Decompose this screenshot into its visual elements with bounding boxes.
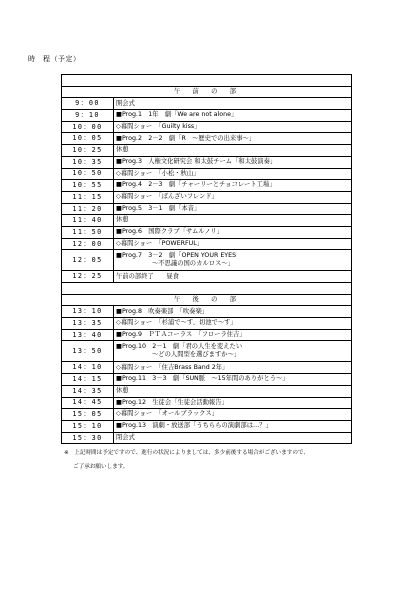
- program-cell: ■Prog.4 2－3 劇「チャーリーとチョコレート工場」: [114, 180, 352, 192]
- schedule-row: [62, 168, 352, 180]
- time-cell: 9：10: [62, 110, 114, 122]
- program-cell: ■Prog.9 ＰＴＡコーラス 「フローラ住吉」: [114, 329, 352, 341]
- time-cell: 10：25: [62, 145, 114, 157]
- notes: [64, 446, 394, 474]
- program-cell: ■Prog.5 3－1 劇「本音」: [114, 203, 352, 215]
- spacer-row: [62, 75, 352, 87]
- time-cell: 13：40: [62, 329, 114, 341]
- schedule-row: [62, 121, 352, 133]
- time-cell: 14：15: [62, 374, 114, 386]
- program-cell: ◇幕間ショー 「小松・秋山」: [114, 168, 352, 180]
- program-cell: ◇幕間ショー 「杉浦で～す、切池で～す」: [114, 318, 352, 330]
- morning-section-row: [62, 86, 352, 98]
- note-line-2: ご了承お願いします。: [73, 464, 129, 470]
- schedule-row: [62, 133, 352, 145]
- schedule-row: [62, 420, 352, 432]
- program-cell: ◇幕間ショー 「POWERFUL」: [114, 238, 352, 250]
- spacer: [62, 283, 352, 295]
- spacer: [62, 75, 352, 87]
- schedule-row: [62, 191, 352, 203]
- afternoon-section-header: 午 後 の 部: [62, 294, 352, 306]
- schedule-row: [62, 250, 352, 271]
- time-cell: 11：40: [62, 215, 114, 227]
- time-cell: 10：55: [62, 180, 114, 192]
- program-cell: [114, 250, 352, 271]
- program-cell: 開会式: [114, 98, 352, 110]
- program-cell: ■Prog.3 人権文化研究会 和太鼓チーム「和太鼓演奏」: [114, 156, 352, 168]
- time-cell: 14：45: [62, 397, 114, 409]
- time-cell: 13：50: [62, 341, 114, 362]
- program-cell: ■Prog.12 生徒会「生徒会活動報告」: [114, 397, 352, 409]
- program-cell: ■Prog.6 国際クラブ「サムルノリ」: [114, 226, 352, 238]
- morning-section-header: 午 前 の 部: [62, 86, 352, 98]
- time-cell: 10：05: [62, 133, 114, 145]
- time-cell: 12：25: [62, 271, 114, 283]
- program-cell: ■Prog.11 3－3 劇「SUN脈 ～15年間のありがとう～」: [114, 374, 352, 386]
- program-cell: [114, 341, 352, 362]
- schedule-row: [62, 98, 352, 110]
- page-heading: 時 程（予定）: [28, 55, 81, 63]
- spacer-row: [62, 283, 352, 295]
- program-cell: 休憩: [114, 145, 352, 157]
- schedule-row: [62, 318, 352, 330]
- program-cell: 閉会式: [114, 432, 352, 444]
- program-cell: 休憩: [114, 215, 352, 227]
- time-cell: 11：15: [62, 191, 114, 203]
- schedule-row: [62, 110, 352, 122]
- schedule-row: [62, 271, 352, 283]
- schedule-row: [62, 385, 352, 397]
- program-cell: ◇幕間ショー 「Guilty kiss」: [114, 121, 352, 133]
- program-cell: ■Prog.8 吹奏楽部 「吹奏楽」: [114, 306, 352, 318]
- time-cell: 10：35: [62, 156, 114, 168]
- schedule-row: [62, 432, 352, 444]
- program-line-1: ■Prog.10 2－1 劇「君の人生を変えたい: [116, 343, 243, 351]
- schedule-row: [62, 374, 352, 386]
- schedule-row: [62, 238, 352, 250]
- program-cell: ◇幕間ショー 「ばんざいフレンド」: [114, 191, 352, 203]
- time-cell: 9：00: [62, 98, 114, 110]
- schedule-row: [62, 329, 352, 341]
- schedule-row: [62, 226, 352, 238]
- schedule-row: [62, 341, 352, 362]
- program-line-2: ～どの人間型を選びますか～」: [152, 351, 241, 359]
- time-cell: 11：50: [62, 226, 114, 238]
- schedule-row: [62, 362, 352, 374]
- program-cell: ◇幕間ショー 「住吉Brass Band 2年」: [114, 362, 352, 374]
- time-cell: 14：10: [62, 362, 114, 374]
- program-line-1: ■Prog.7 3－2 劇「OPEN YOUR EYES: [116, 252, 237, 260]
- program-cell: ■Prog.2 2－2 劇「R ～歴史での出来事～」: [114, 133, 352, 145]
- time-cell: 13：35: [62, 318, 114, 330]
- time-cell: 15：05: [62, 409, 114, 421]
- schedule-row: [62, 215, 352, 227]
- program-cell: ■Prog.1 1年 劇「We are not alone」: [114, 110, 352, 122]
- schedule-row: [62, 397, 352, 409]
- time-cell: 12：00: [62, 238, 114, 250]
- schedule-table: [61, 74, 352, 444]
- afternoon-section-row: [62, 294, 352, 306]
- schedule-row: [62, 306, 352, 318]
- program-cell: ■Prog.13 演劇・放送部「うちららの演劇部は…？」: [114, 420, 352, 432]
- program-cell: ◇幕間ショー 「オールブラックス」: [114, 409, 352, 421]
- time-cell: 15：30: [62, 432, 114, 444]
- note-line-1: ※ 上記時間は予定ですので、進行の状況によりましては、多少前後する場合がございますので、: [64, 450, 309, 456]
- time-cell: 10：50: [62, 168, 114, 180]
- program-cell: 午前の部終了 昼食: [114, 271, 352, 283]
- time-cell: 13：10: [62, 306, 114, 318]
- schedule-row: [62, 156, 352, 168]
- time-cell: 12：05: [62, 250, 114, 271]
- schedule-row: [62, 180, 352, 192]
- program-cell: 休憩: [114, 385, 352, 397]
- program-line-2: ～不思議の国のカルロス～」: [152, 260, 234, 268]
- time-cell: 11：20: [62, 203, 114, 215]
- schedule-row: [62, 145, 352, 157]
- time-cell: 14：35: [62, 385, 114, 397]
- schedule-row: [62, 409, 352, 421]
- time-cell: 15：10: [62, 420, 114, 432]
- schedule-row: [62, 203, 352, 215]
- time-cell: 10：00: [62, 121, 114, 133]
